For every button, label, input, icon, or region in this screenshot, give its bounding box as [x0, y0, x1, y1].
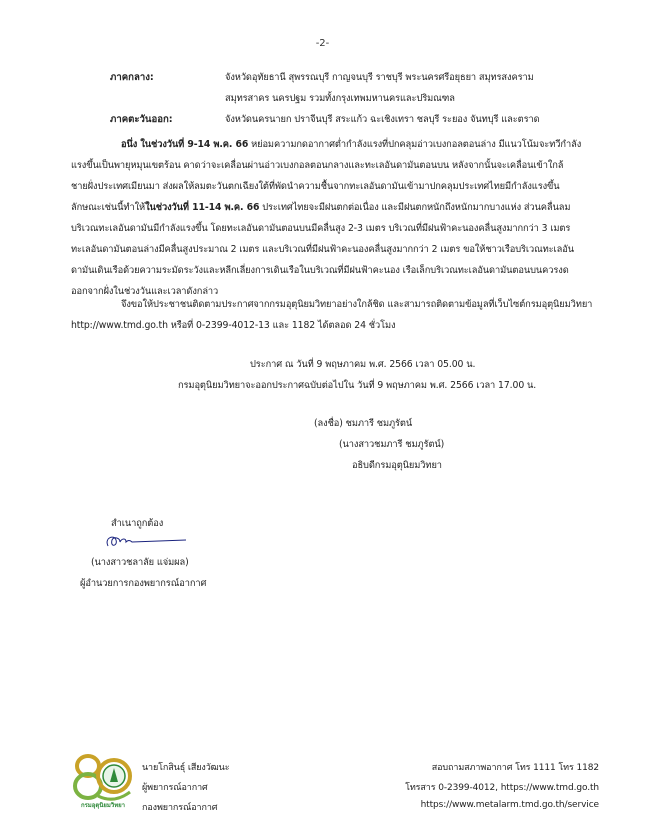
certified-copy-title: สำเนาถูกต้อง — [111, 518, 164, 529]
signature-full-name: (นางสาวชมภารี ชมภูรัตน์) — [339, 439, 445, 450]
region-central-line-2: สมุทรสาคร นครปฐม รวมทั้งกรุงเทพมหานครและปริมณฑล — [225, 93, 455, 104]
warning-paragraph-line-2: แรงขึ้นเป็นพายุหมุนเขตร้อน คาดว่าจะเคลื่อนผ่านอ่าวเบงกอลตอนกลางและทะเลอันดามันตอนบน หลังจากนั้นจะเคลื่อนเข้าใกล้ — [71, 160, 564, 171]
advice-paragraph-line-2: http://www.tmd.go.th หรือที่ 0-2399-4012-13 และ 1182 ได้ตลอด 24 ชั่วโมง — [71, 320, 396, 331]
region-east-line-1: จังหวัดนครนายก ปราจีนบุรี สระแก้ว ฉะเชิงเทรา ชลบุรี ระยอง จันทบุรี และตราด — [225, 114, 540, 125]
region-label-east: ภาคตะวันออก: — [110, 114, 173, 125]
contact-fax-website: โทรสาร 0-2399-4012, https://www.tmd.go.th — [405, 783, 599, 793]
forecaster-name: นายโกสินธุ์ เสียงวัฒนะ — [142, 763, 230, 773]
signature-position: อธิบดีกรมอุตุนิยมวิทยา — [352, 460, 442, 471]
region-central-line-1: จังหวัดอุทัยธานี สุพรรณบุรี กาญจนบุรี ราชบุรี พระนครศรีอยุธยา สมุทรสงคราม — [225, 72, 534, 83]
advice-paragraph-line-1: จึงขอให้ประชาชนติดตามประกาศจากกรมอุตุนิยมวิทยาอย่างใกล้ชิด และสามารถติดตามข้อมูลที่เว็บไซต์กรมอุตุนิยมวิทยา — [121, 299, 593, 310]
region-label-central: ภาคกลาง: — [110, 72, 154, 83]
certified-copy-position: ผู้อำนวยการกองพยากรณ์อากาศ — [80, 578, 207, 589]
logo-text: กรมอุตุนิยมวิทยา — [80, 802, 126, 809]
warning-text: ประเทศไทยจะมีฝนตกต่อเนื่อง และมีฝนตกหนักถึงหนักมากบางแห่ง ส่วนคลื่นลม — [259, 202, 571, 213]
warning-paragraph-line-8: ออกจากฝั่งในช่วงวันและเวลาดังกล่าว — [71, 286, 219, 297]
warning-paragraph-line-6: ทะเลอันดามันตอนล่างมีคลื่นสูงประมาณ 2 เมตร และบริเวณที่มีฝนฟ้าคะนองคลื่นสูงมากกว่า 2 เมตร ขอให้ชาวเรือบริเวณทะเลอัน — [71, 244, 574, 255]
forecaster-role: ผู้พยากรณ์อากาศ — [142, 783, 208, 793]
contact-phone: สอบถามสภาพอากาศ โทร 1111 โทร 1182 — [431, 763, 599, 773]
warning-date-range-2: ในช่วงวันที่ 11-14 พ.ค. 66 — [145, 202, 260, 213]
warning-paragraph-line-7: ดามันเดินเรือด้วยความระมัดระวังและหลีกเลี่ยงการเดินเรือในบริเวณที่มีฝนฟ้าคะนอง เรือเล็กบริเวณทะเลอันดามันตอนบนควรงด — [71, 265, 569, 276]
contact-service-url: https://www.metalarm.tmd.go.th/service — [420, 800, 599, 810]
forecaster-division: กองพยากรณ์อากาศ — [142, 803, 218, 813]
signature-signed: (ลงชื่อ) ชมภารี ชมภูรัตน์ — [314, 418, 413, 429]
warning-text: หย่อมความกดอากาศต่ำกำลังแรงที่ปกคลุมอ่าวเบงกอลตอนล่าง มีแนวโน้มจะทวีกำลัง — [248, 139, 582, 150]
next-announcement: กรมอุตุนิยมวิทยาจะออกประกาศฉบับต่อไปใน วันที่ 9 พฤษภาคม พ.ศ. 2566 เวลา 17.00 น. — [178, 380, 537, 391]
warning-paragraph-line-3: ชายฝั่งประเทศเมียนมา ส่งผลให้ลมตะวันตกเฉียงใต้ที่พัดนำความชื้นจากทะเลอันดามันเข้ามาปกคลุมประเทศไทยมีกำลังแรงขึ้น — [71, 181, 560, 192]
warning-paragraph-line-1 — [121, 137, 581, 152]
issued-datetime: ประกาศ ณ วันที่ 9 พฤษภาคม พ.ศ. 2566 เวลา 05.00 น. — [250, 359, 476, 370]
warning-date-range-1: อนึ่ง ในช่วงวันที่ 9-14 พ.ค. 66 — [121, 139, 249, 150]
handwritten-signature — [100, 532, 190, 552]
warning-text: ลักษณะเช่นนี้ทำให้ — [71, 202, 146, 213]
warning-paragraph-line-5: บริเวณทะเลอันดามันมีกำลังแรงขึ้น โดยทะเลอันดามันตอนบนมีคลื่นสูง 2-3 เมตร บริเวณที่มีฝนฟ้าคะนองคลื่นสูงมากกว่า 3 เมตร — [71, 223, 571, 234]
tmd-80-years-logo — [68, 752, 138, 814]
page-number: -2- — [315, 38, 330, 49]
warning-paragraph-line-4 — [71, 200, 570, 215]
certified-copy-name: (นางสาวชลาลัย แจ่มผล) — [91, 557, 189, 568]
